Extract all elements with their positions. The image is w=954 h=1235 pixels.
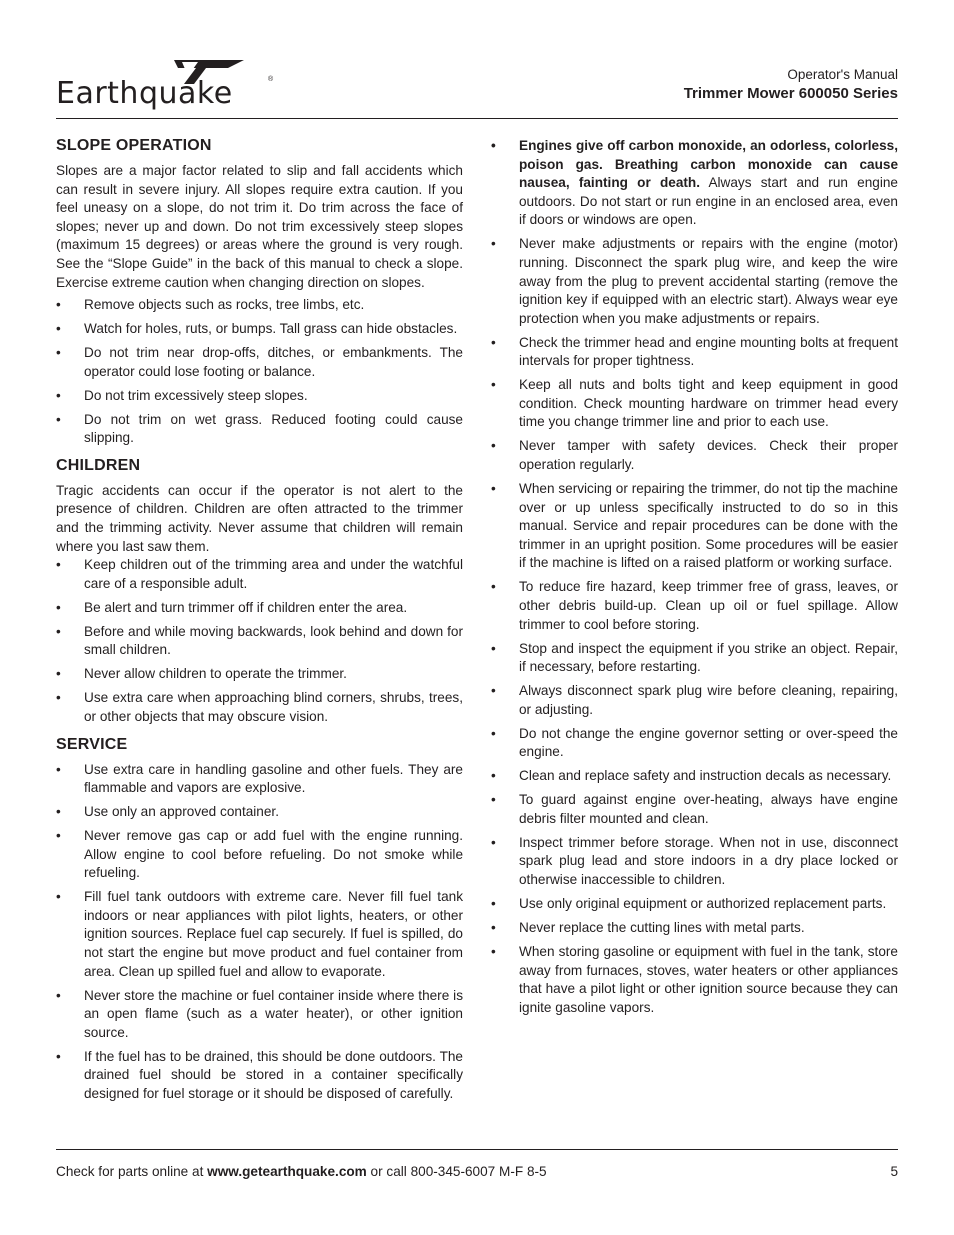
header-titles: [684, 66, 898, 104]
footer-rule: [56, 1149, 898, 1150]
slope-intro: Slopes are a major factor related to slip and fall accidents which can result in severe injury. All slopes require extra caution. If you feel uneasy on a slope, do not trim it. Do trim across the face of slopes; never up and down. Do not trim excessively steep slopes (maximum 15 degrees) or areas where the ground is very rough. See the “Slope Guide” in the back of this manual to check a slope. Exercise extreme caution when changing direction on slopes.: [56, 163, 463, 290]
logo-wordmark: Earthquake: [56, 76, 233, 111]
children-intro: Tragic accidents can occur if the operator is not alert to the presence of children. Children are often attracted to the trimmer and the trimming activity. Never assume that children will remain where you last saw them.: [56, 482, 463, 554]
list-item: • Use only original equipment or authorized replacement parts.: [491, 896, 887, 912]
safety-list: [491, 137, 898, 1017]
list-item: • Use extra care when approaching blind corners, shrubs, trees, or other objects that may obscure vision.: [56, 690, 463, 724]
product-title: Trimmer Mower 600050 Series: [683, 85, 898, 102]
page-header: [56, 52, 898, 118]
list-item: • Never replace the cutting lines with metal parts.: [491, 920, 805, 936]
list-item: • Check the trimmer head and engine mounting bolts at frequent intervals for proper tightness.: [491, 334, 898, 369]
list-item: • Remove objects such as rocks, tree limbs, etc.: [56, 297, 365, 313]
children-list: [56, 556, 463, 726]
list-item: • Keep children out of the trimming area and under the watchful care of a responsible adult.: [56, 557, 463, 591]
brand-logo: [56, 54, 278, 112]
list-item: • Never remove gas cap or add fuel with the engine running. Allow engine to cool before refueling. Do not smoke while refueling.: [56, 828, 463, 881]
service-list: [56, 761, 463, 1104]
service-heading: SERVICE: [56, 735, 128, 753]
list-item: • Do not trim on wet grass. Reduced footing could cause slipping.: [56, 411, 463, 446]
right-column: [491, 137, 898, 1023]
list-item: • When storing gasoline or equipment with fuel in the tank, store away from furnaces, stoves, water heaters or other appliances that have a pilot light or other ignition source because they can ignite gasoline vapors.: [491, 944, 898, 1015]
page-number: 5: [890, 1164, 898, 1179]
document-type: Operator's Manual: [787, 67, 898, 82]
list-item: • Engines give off carbon monoxide, an odorless, colorless, poison gas. Breathing carbon monoxide can cause nausea, fainting or death. Always start and run engine outdoors. Do not start or run engine in an enclosed area, even if doors or windows are open.: [491, 138, 898, 228]
list-item: • Never make adjustments or repairs with the engine (motor) running. Disconnect the spark plug wire, and keep the wire away from the plug to prevent accidental starting (remove the ignition key if equipped with an electric start). Always wear eye protection when you make adjustments or repairs.: [491, 236, 898, 326]
registered-mark: ®: [268, 76, 274, 83]
list-item: • Fill fuel tank outdoors with extreme care. Never fill fuel tank indoors or near appliances with pilot lights, heaters, or other ignition sources. Replace fuel cap securely. If fuel is spilled, do not start the engine but move product and fuel container from area. Clean up spilled fuel and allow to evaporate.: [56, 889, 463, 979]
list-item: • When servicing or repairing the trimmer, do not tip the machine over or up unless specifically instructed to do so in this manual. Service and repair procedures can be done with the trimmer in an upright position. Some procedures will be easier if the machine is lifted on a raised platform or working surface.: [491, 481, 898, 571]
co-warning: Engines give off carbon monoxide, an odorless, colorless, poison gas. Breathing carbon monoxide can cause nausea, fainting or death.: [519, 138, 898, 191]
children-heading: CHILDREN: [56, 456, 141, 474]
list-item: • Never allow children to operate the trimmer.: [56, 666, 347, 682]
list-item: • To guard against engine over-heating, always have engine debris filter mounted and clean.: [491, 792, 898, 826]
list-item: • Do not trim excessively steep slopes.: [56, 387, 308, 403]
list-item: • Before and while moving backwards, look behind and down for small children.: [56, 623, 463, 658]
list-item: • Stop and inspect the equipment if you strike an object. Repair, if necessary, before restarting.: [491, 640, 898, 675]
footer-prefix: Check for parts online at: [56, 1164, 208, 1179]
list-item: • If the fuel has to be drained, this should be done outdoors. The drained fuel should be stored in a container specifically designed for fuel storage or it should be disposed of carefully.: [56, 1048, 463, 1102]
list-item: • Keep all nuts and bolts tight and keep equipment in good condition. Check mounting hardware on trimmer head every time you change trimmer line and prior to each use.: [491, 377, 898, 430]
header-rule: [56, 118, 898, 119]
list-item: • Use extra care in handling gasoline and other fuels. They are flammable and vapors are explosive.: [56, 761, 463, 796]
left-column: [56, 134, 463, 1110]
list-item: • Do not change the engine governor setting or over-speed the engine.: [491, 725, 898, 760]
list-item: • Clean and replace safety and instruction decals as necessary.: [491, 768, 892, 784]
page-footer: [56, 1163, 898, 1181]
list-item: • Watch for holes, ruts, or bumps. Tall grass can hide obstacles.: [56, 321, 458, 337]
list-item: • Inspect trimmer before storage. When not in use, disconnect spark plug lead and store indoors in a dry place locked or otherwise inaccessible to children.: [491, 834, 898, 888]
list-item: • Use only an approved container.: [56, 804, 279, 820]
list-item: • Do not trim near drop-offs, ditches, or embankments. The operator could lose footing or balance.: [56, 345, 463, 379]
slope-heading: SLOPE OPERATION: [56, 137, 212, 154]
list-item: • Never tamper with safety devices. Check their proper operation regularly.: [491, 438, 898, 473]
list-item: • To reduce fire hazard, keep trimmer free of grass, leaves, or other debris build-up. Clean up oil or fuel spillage. Allow trimmer to cool before storing.: [491, 579, 898, 632]
slope-list: [56, 296, 463, 448]
list-item: • Be alert and turn trimmer off if children enter the area.: [56, 599, 408, 615]
parts-website-link[interactable]: www.getearthquake.com: [207, 1164, 367, 1179]
list-item: • Never store the machine or fuel container inside where there is an open flame (such as a water heater), or other ignition source.: [56, 987, 463, 1040]
list-item: • Always disconnect spark plug wire before cleaning, repairing, or adjusting.: [491, 683, 898, 717]
footer-suffix: or call 800-345-6007 M-F 8-5: [366, 1164, 547, 1179]
